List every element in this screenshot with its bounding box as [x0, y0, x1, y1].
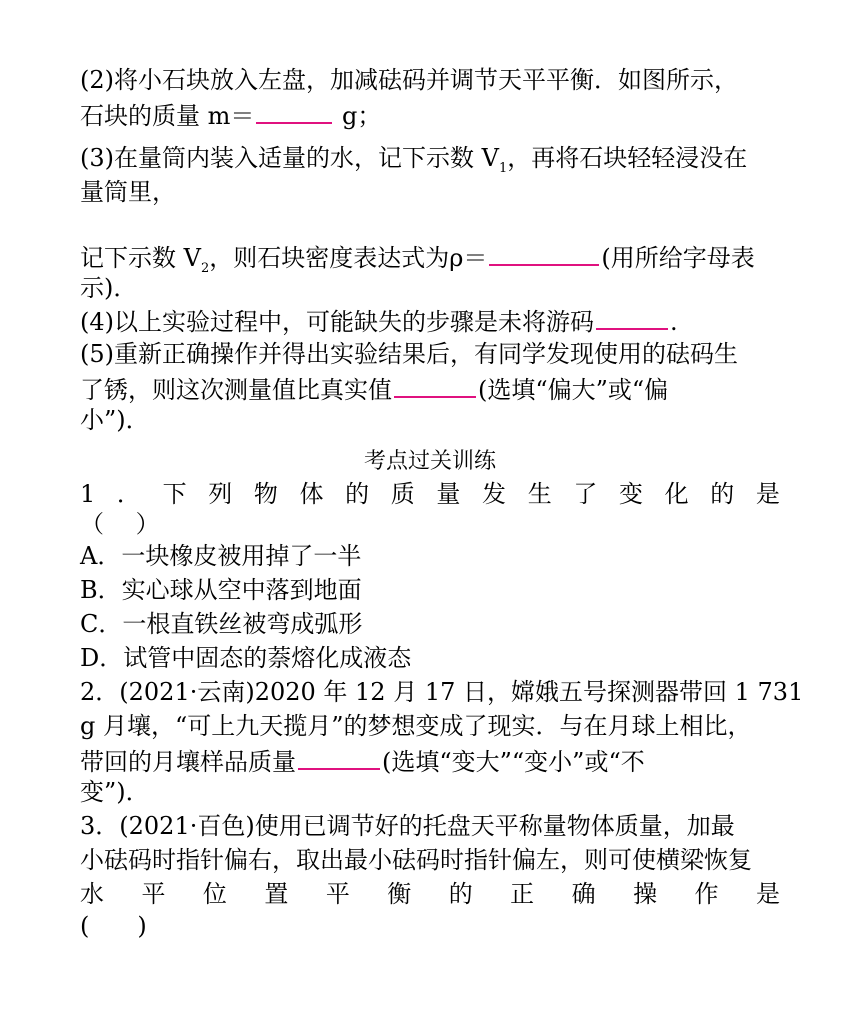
para4-line1-end: . [670, 308, 678, 336]
para3-line3-text: 记下示数 V [80, 244, 201, 272]
q2-line4: 变”)． [80, 778, 150, 806]
para3-line3 [80, 240, 780, 276]
q3-char: 平 [325, 880, 350, 908]
q3-char: 确 [571, 880, 596, 908]
subscript-2: 2 [200, 260, 210, 276]
para4-line1-text: (4)以上实验过程中，可能缺失的步骤是未将游码 [80, 308, 594, 336]
q2-answer-blank[interactable] [298, 744, 380, 770]
para2-line2-text: 石块的质量 m＝ [80, 102, 255, 130]
para2-line2 [80, 98, 780, 130]
q1-option-b: B．实心球从空中落到地面 [80, 576, 362, 604]
q1-char: 是 [755, 480, 780, 508]
q2-line3-text: 带回的月壤样品质量 [80, 748, 296, 776]
q1-option-a: A．一块橡皮被用掉了一半 [80, 542, 362, 570]
q3-char: 操 [633, 880, 658, 908]
q1-stem [80, 478, 780, 510]
q3-char: 作 [694, 880, 719, 908]
q3-line3 [80, 878, 780, 910]
q3-char: 的 [448, 880, 473, 908]
para3-line1-text: (3)在量筒内装入适量的水，记下示数 V [80, 144, 499, 172]
q1-char: 发 [482, 480, 507, 508]
q3-char: 正 [510, 880, 535, 908]
para2-line2-unit: g； [334, 102, 382, 130]
q3-char: 是 [755, 880, 780, 908]
q1-option-c: C．一根直铁丝被弯成弧形 [80, 610, 363, 638]
para3-line2: 量筒里， [80, 178, 176, 206]
q1-option-d: D．试管中固态的萘熔化成液态 [80, 644, 412, 672]
q1-char: 了 [573, 480, 598, 508]
para5-line2-text: 了锈，则这次测量值比真实值 [80, 376, 392, 404]
q1-char: 列 [208, 480, 233, 508]
q3-char: 衡 [387, 880, 412, 908]
para2-line1: (2)将小石块放入左盘，加减砝码并调节天平平衡．如图所示， [80, 66, 738, 94]
q1-char: 的 [710, 480, 735, 508]
q2-line1: 2．(2021·云南)2020 年 12 月 17 日，嫦娥五号探测器带回 1 731 [80, 678, 804, 706]
q1-char: 下 [162, 480, 187, 508]
para3-line3-mid: ，则石块密度表达式为ρ＝ [209, 244, 488, 272]
q1-char: 质 [390, 480, 415, 508]
q1-char: 生 [527, 480, 552, 508]
q3-char: 平 [141, 880, 166, 908]
q3-char: 置 [264, 880, 289, 908]
q3-answer-paren[interactable]: ( ) [80, 912, 147, 940]
mass-answer-blank[interactable] [256, 98, 332, 124]
q3-char: 水 [80, 880, 104, 908]
q1-char: 物 [253, 480, 278, 508]
q1-char: 的 [345, 480, 370, 508]
para3-line1-rest: ，再将石块轻轻浸没在 [507, 144, 748, 172]
q1-char: 变 [618, 480, 643, 508]
para5-line2 [80, 372, 780, 404]
section-title: 考点过关训练 [363, 449, 496, 474]
measurement-answer-blank[interactable] [394, 372, 476, 398]
para5-line2-rest: (选填“偏大”或“偏 [478, 376, 669, 404]
q3-line1: 3．(2021·百色)使用已调节好的托盘天平称量物体质量，加最 [80, 812, 735, 840]
para5-line3: 小”)． [80, 406, 150, 434]
q1-char: 体 [299, 480, 324, 508]
subscript-1: 1 [498, 160, 508, 176]
para5-line1: (5)重新正确操作并得出实验结果后，有同学发现使用的砝码生 [80, 340, 738, 368]
step-answer-blank[interactable] [596, 304, 668, 330]
density-answer-blank[interactable] [489, 240, 599, 266]
q3-char: 位 [202, 880, 227, 908]
q2-line3-rest: (选填“变大”“变小”或“不 [382, 748, 645, 776]
q3-line2: 小砝码时指针偏右，取出最小砝码时指针偏左，则可使横梁恢复 [80, 846, 752, 874]
q1-char: 1 [80, 480, 96, 508]
q1-answer-paren[interactable]: （ ） [80, 510, 160, 538]
para3-line3-rest: (用所给字母表 [601, 244, 755, 272]
q2-line2: g 月壤，“可上九天揽月”的梦想变成了现实．与在月球上相比， [80, 712, 752, 740]
q1-char: 化 [664, 480, 689, 508]
para3-line1 [80, 142, 780, 174]
para4-line1 [80, 304, 780, 336]
q2-line3 [80, 744, 780, 776]
q1-char: 量 [436, 480, 461, 508]
para3-line4: 示)． [80, 274, 138, 302]
q1-char: ． [116, 480, 141, 508]
